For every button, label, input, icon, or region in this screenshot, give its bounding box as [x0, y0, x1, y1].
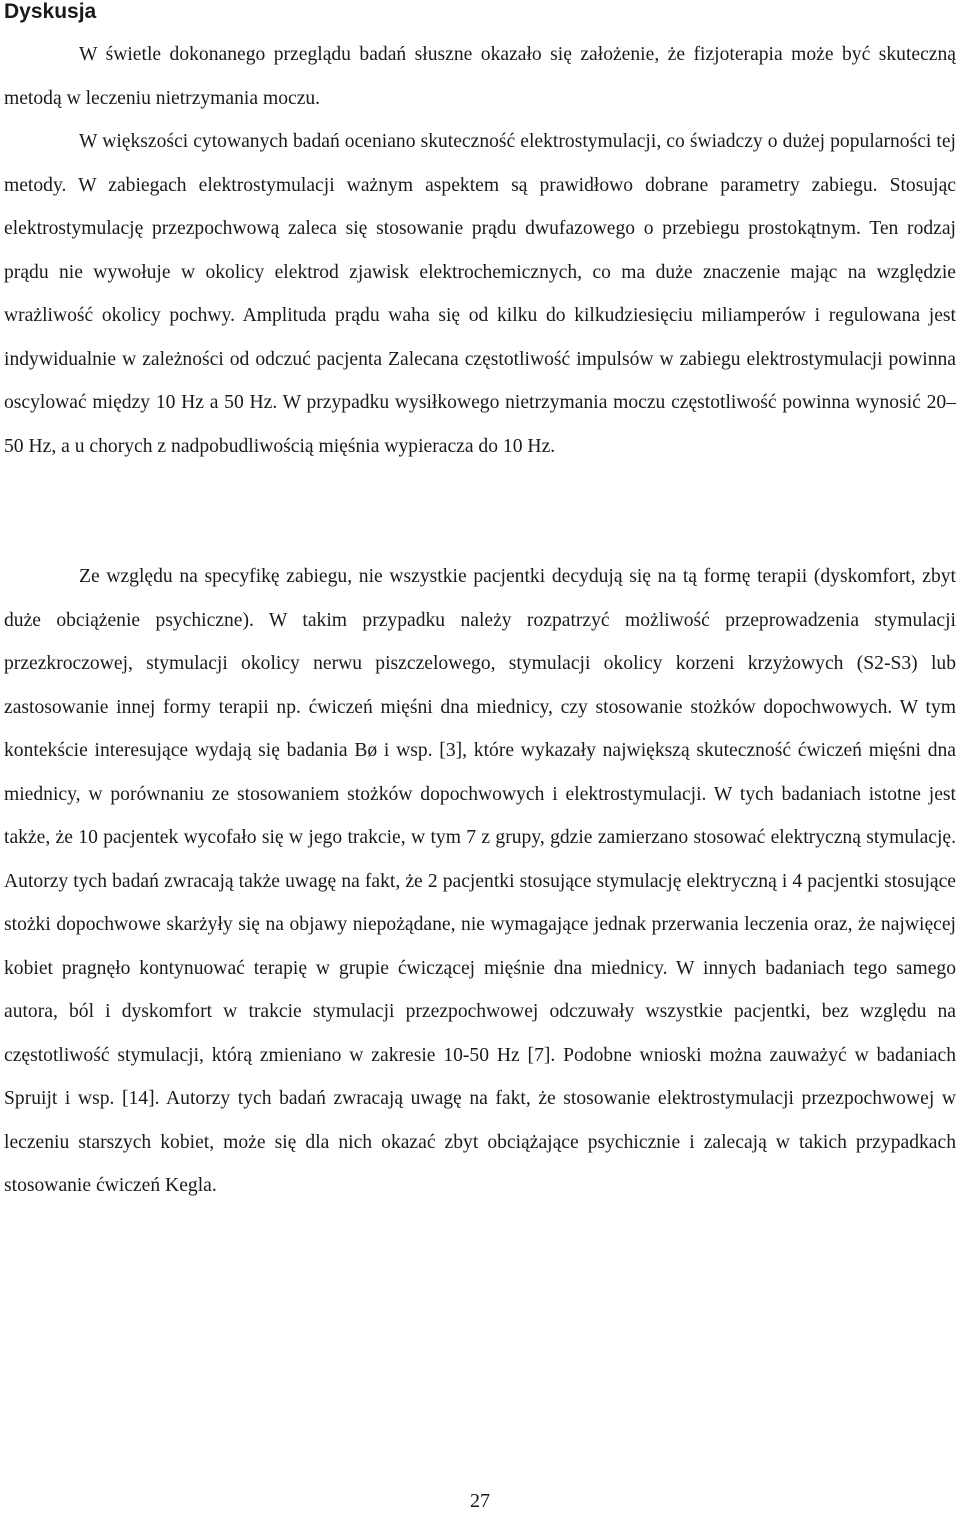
paragraph-2: W większości cytowanych badań oceniano skuteczność elektrostymulacji, co świadczy o dużej popularności tej metody. W zabiegach elektrostymulacji ważnym aspektem są prawidłowo dobrane parametry zabiegu. Stosując elektrostymulację przezpochwową zaleca się stosowanie prądu dwufazowego o przebiegu prostokątnym. Ten rodzaj prądu nie wywołuje w okolicy elektrod zjawisk elektrochemicznych, co ma duże znaczenie mając na względzie wrażliwość okolicy pochwy. Amplituda prądu waha się od kilku do kilkudziesięciu miliamperów i regulowana jest indywidualnie w zależności od odczuć pacjenta Zalecana częstotliwość impulsów w zabiegu elektrostymulacji powinna oscylować między 10 Hz a 50 Hz. W przypadku wysiłkowego nietrzymania moczu częstotliwość powinna wynosić 20–50 Hz, a u chorych z nadpobudliwością mięśnia wypieracza do 10 Hz. — [4, 131, 956, 457]
section-heading: Dyskusja — [4, 0, 97, 23]
paragraph-3: Ze względu na specyfikę zabiegu, nie wszystkie pacjentki decydują się na tą formę terapii (dyskomfort, zbyt duże obciążenie psychiczne). W takim przypadku należy rozpatrzyć możliwość przeprowadzenia stymulacji przezkroczowej, stymulacji okolicy nerwu piszczelowego, stymulacji okolicy korzeni krzyżowych (S2-S3) lub zastosowanie innej formy terapii np. ćwiczeń mięśni dna miednicy, czy stosowanie stożków dopochwowych. W tym kontekście interesujące wydają się badania Bø i wsp. [3], które wykazały największą skuteczność ćwiczeń mięśni dna miednicy, w porównaniu ze stosowaniem stożków dopochwowych i elektrostymulacji. W tych badaniach istotne jest także, że 10 pacjentek wycofało się w jego trakcie, w tym 7 z grupy, gdzie zamierzano stosować elektryczną stymulację. Autorzy tych badań zwracają także uwagę na fakt, że 2 pacjentki stosujące stymulację elektryczną i 4 pacjentki stosujące stożki dopochwowe skarżyły się na objawy niepożądane, nie wymagające jednak przerwania leczenia oraz, że najwięcej kobiet pragnęło kontynuować terapię w grupie ćwiczącej mięśnie dna miednicy. W innych badaniach tego samego autora, ból i dyskomfort w trakcie stymulacji przezpochwowej odczuwały wszystkie pacjentki, bez względu na częstotliwość stymulacji, którą zmieniano w zakresie 10-50 Hz [7]. Podobne wnioski można zauważyć w badaniach Spruijt i wsp. [14]. Autorzy tych badań zwracają uwagę na fakt, że stosowanie elektrostymulacji przezpochwowej w leczeniu starszych kobiet, może się dla nich okazać zbyt obciążające psychicznie i zalecają w takich przypadkach stosowanie ćwiczeń Kegla. — [4, 566, 956, 1196]
paragraph-1: W świetle dokonanego przeglądu badań słuszne okazało się założenie, że fizjoterapia może być skuteczną metodą w leczeniu nietrzymania moczu. — [4, 44, 956, 109]
page-number: 27 — [470, 1490, 490, 1512]
